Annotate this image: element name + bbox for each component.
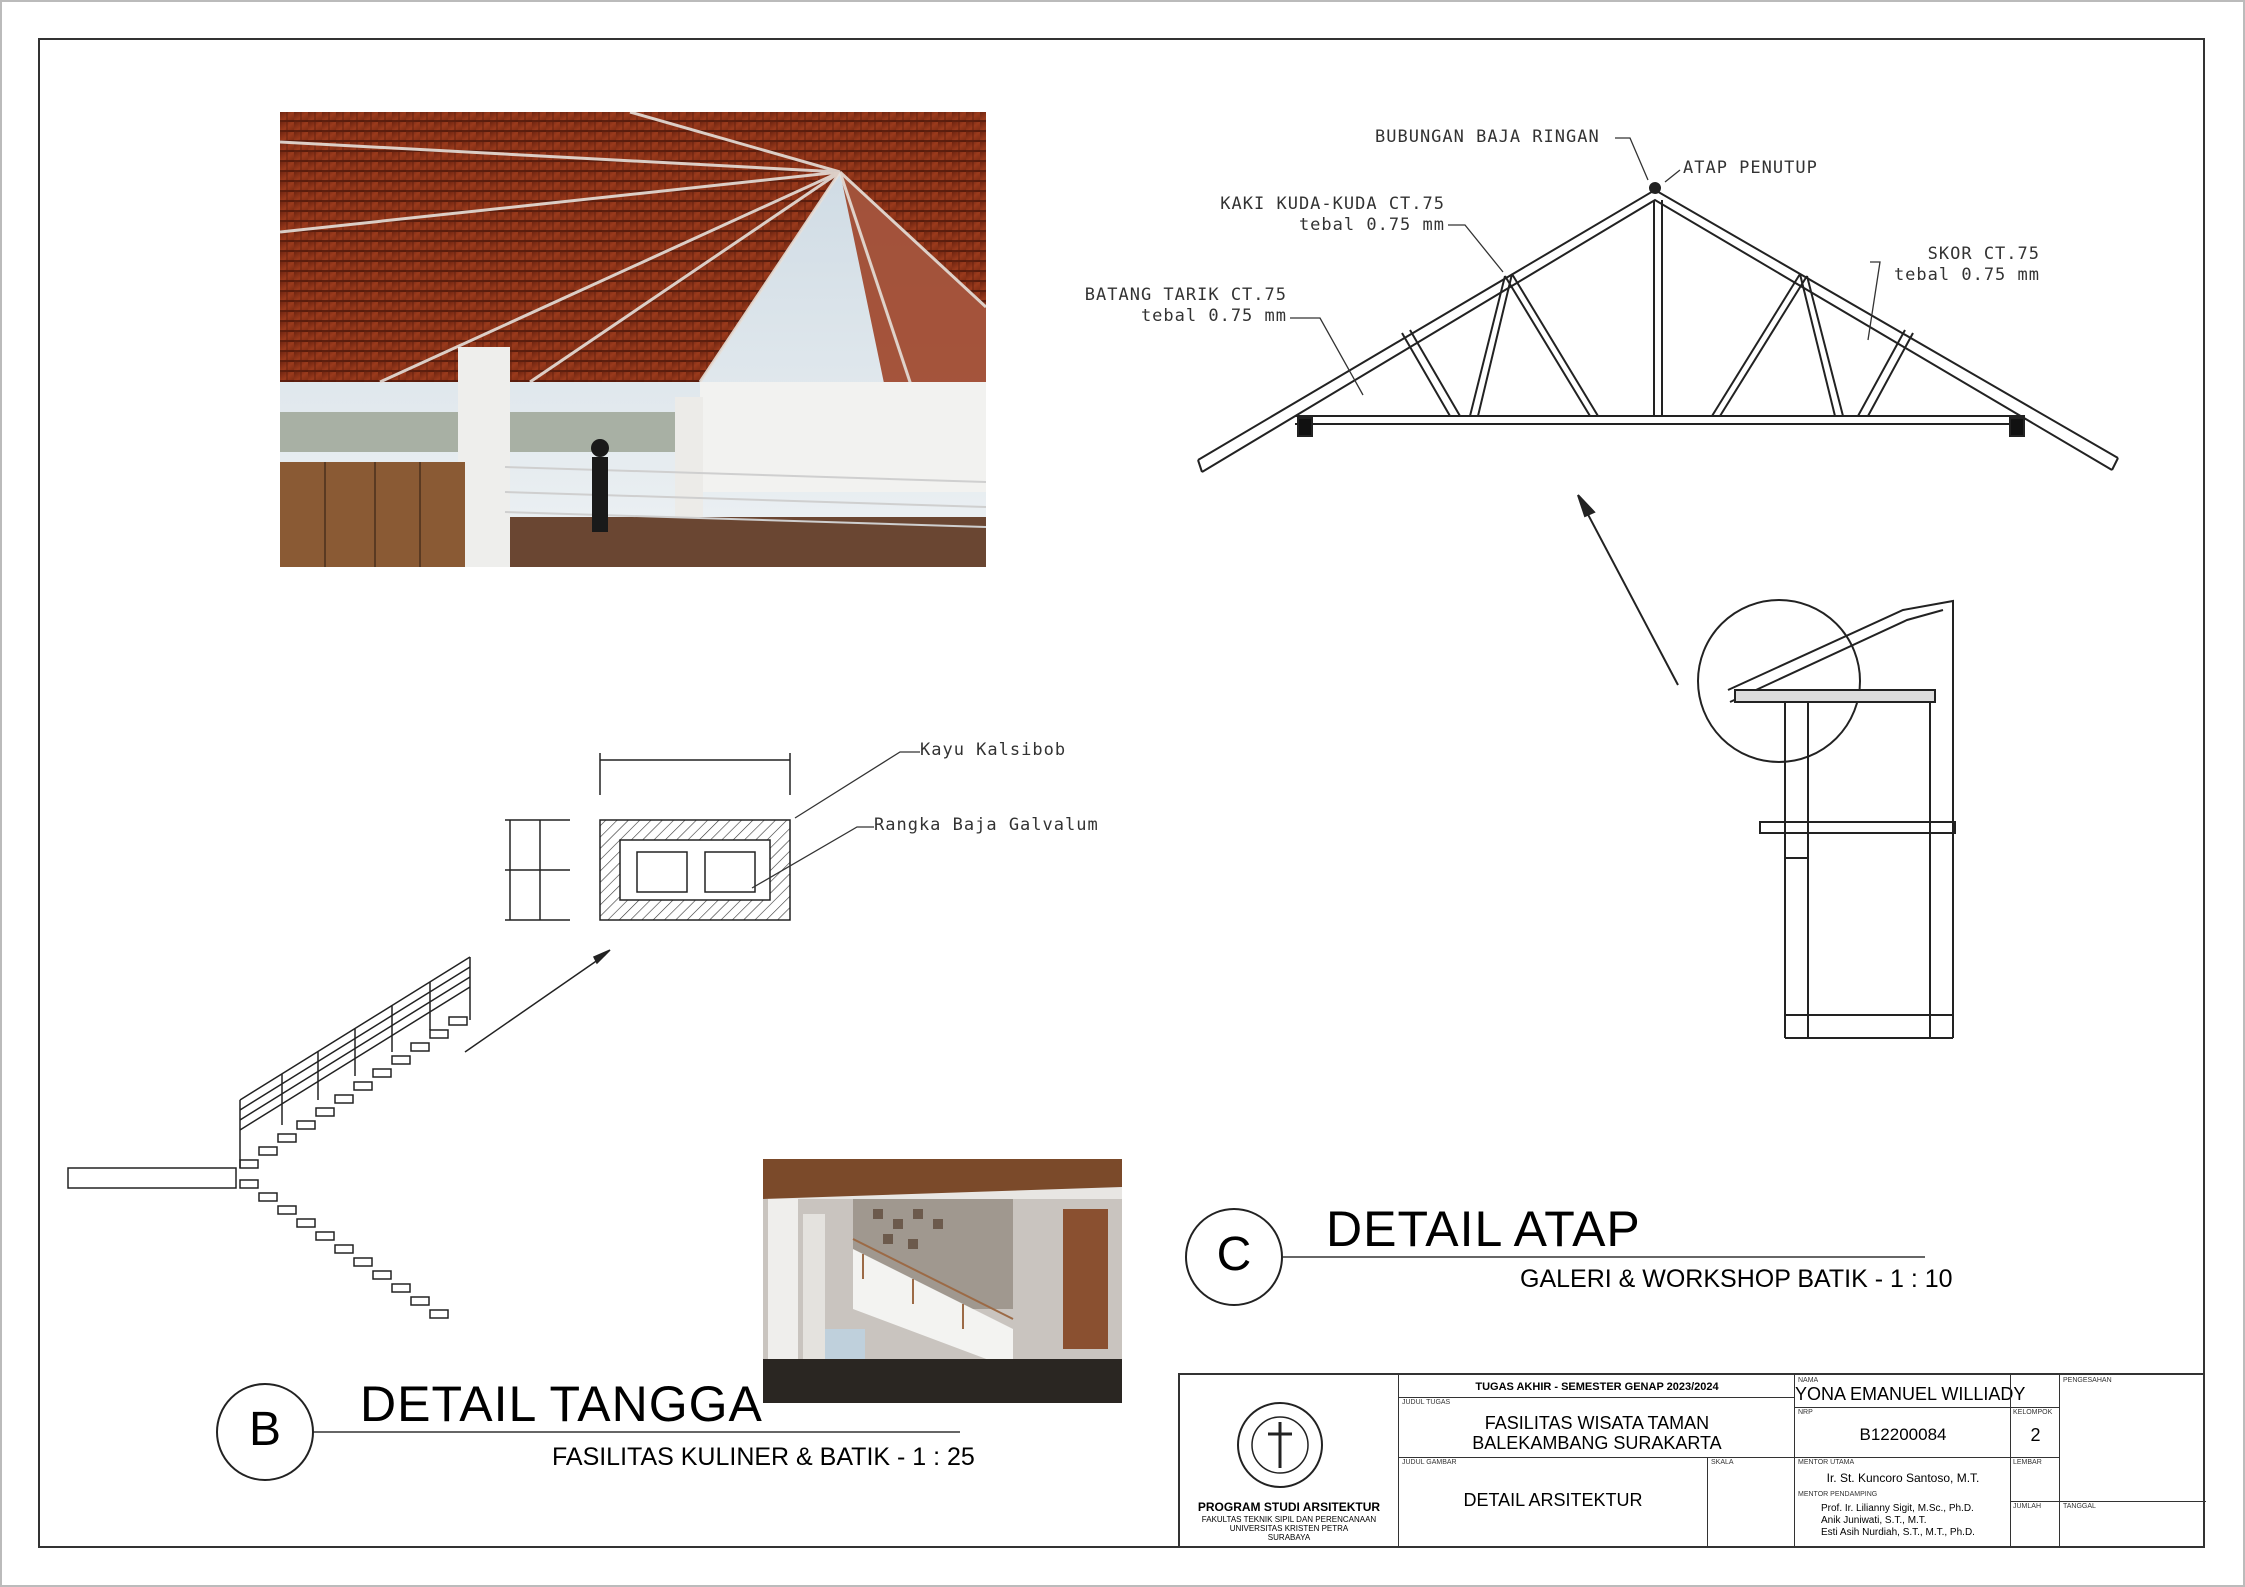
stair-detail-subtitle: FASILITAS KULINER & BATIK - 1 : 25 [552, 1443, 975, 1471]
stair-tread-upper [259, 1147, 277, 1155]
stair-tread-lower [354, 1258, 372, 1266]
mentor-utama-label: MENTOR UTAMA [1798, 1459, 1855, 1466]
label-atap-penutup: ATAP PENUTUP [1683, 158, 1818, 178]
stair-bubble-letter: B [248, 1403, 281, 1456]
stair-tread-upper [411, 1043, 429, 1051]
mentor-pendamping-1: Prof. Ir. Lilianny Sigit, M.Sc., Ph.D. [1821, 1503, 1974, 1514]
title-block [1178, 1373, 2205, 1548]
mentor-pendamping-3: Esti Asih Nurdiah, S.T., M.T., Ph.D. [1821, 1527, 1975, 1538]
judul-tugas-line2: BALEKAMBANG SURAKARTA [1472, 1433, 1722, 1453]
stair-tread-lower [278, 1206, 296, 1214]
stair-tread-upper [316, 1108, 334, 1116]
stair-elevation-drawing [68, 957, 470, 1318]
pengesahan-label: PENGESAHAN [2063, 1377, 2112, 1384]
nama-label: NAMA [1798, 1377, 1819, 1384]
jumlah-label: JUMLAH [2013, 1503, 2042, 1510]
label-kayu-kalsibob: Kayu Kalsibob [920, 740, 1067, 760]
stair-tread-lower [411, 1297, 429, 1305]
stair-tread-lower [259, 1193, 277, 1201]
label-batang-tarik-2: tebal 0.75 mm [1140, 306, 1287, 326]
program-name: PROGRAM STUDI ARSITEKTUR [1197, 1500, 1381, 1514]
stair-tread-lower [297, 1219, 315, 1227]
tanggal-label: TANGGAL [2063, 1503, 2096, 1510]
mentor-pendamping-2: Anik Juniwati, S.T., M.T. [1821, 1515, 1927, 1526]
stair-tread-lower [430, 1310, 448, 1318]
stair-tread-lower [335, 1245, 353, 1253]
stair-tread-section [505, 753, 790, 920]
label-batang-tarik-1: BATANG TARIK CT.75 [1084, 285, 1287, 305]
mentor-pendamping-label: MENTOR PENDAMPING [1798, 1491, 1878, 1498]
stair-tread-upper [392, 1056, 410, 1064]
roof-callout-arrow [1578, 495, 1678, 685]
faculty-name: FAKULTAS TEKNIK SIPIL DAN PERENCANAAN [1201, 1515, 1377, 1524]
skala-label: SKALA [1711, 1459, 1734, 1466]
roof-detail-subtitle: GALERI & WORKSHOP BATIK - 1 : 10 [1520, 1265, 1953, 1293]
label-skor-2: tebal 0.75 mm [1893, 265, 2040, 285]
tb-col-title [1398, 1375, 1794, 1546]
roof-detail-title: DETAIL ATAP [1326, 1201, 1641, 1257]
judul-tugas-label: JUDUL TUGAS [1402, 1399, 1451, 1406]
stair-tread-lower [316, 1232, 334, 1240]
judul-tugas-line1: FASILITAS WISATA TAMAN [1484, 1413, 1710, 1433]
stair-tread-upper [354, 1082, 372, 1090]
stair-tread-upper [278, 1134, 296, 1142]
lembar-label: LEMBAR [2013, 1459, 2042, 1466]
roof-bubble-letter: C [1216, 1228, 1252, 1281]
judul-gambar: DETAIL ARSITEKTUR [1463, 1490, 1643, 1510]
label-kaki-kuda-2: tebal 0.75 mm [1298, 215, 1445, 235]
tb-col-sheet [2010, 1375, 2059, 1546]
stair-tread-lower [392, 1284, 410, 1292]
kelompok-label: KELOMPOK [2013, 1409, 2053, 1416]
stair-tread-upper [449, 1017, 467, 1025]
tb-col-approval [2059, 1375, 2205, 1546]
city-name: SURABAYA [1267, 1533, 1311, 1542]
nrp-value: B12200084 [1859, 1425, 1947, 1444]
stair-detail-title: DETAIL TANGGA [360, 1376, 763, 1432]
roof-section-drawing [1698, 600, 1955, 1038]
label-rangka-baja: Rangka Baja Galvalum [874, 815, 1099, 835]
kelompok-value: 2 [2030, 1425, 2041, 1445]
stair-tread-upper [335, 1095, 353, 1103]
stair-tread-upper [430, 1030, 448, 1038]
stair-tread-lower [240, 1180, 258, 1188]
label-skor-1: SKOR CT.75 [1927, 244, 2040, 264]
student-name: YONA EMANUEL WILLIADY [1795, 1384, 2026, 1404]
university-name: UNIVERSITAS KRISTEN PETRA [1229, 1524, 1349, 1533]
stair-tread-upper [373, 1069, 391, 1077]
stair-tread-upper [240, 1160, 258, 1168]
course-title: TUGAS AKHIR - SEMESTER GENAP 2023/2024 [1475, 1381, 1719, 1393]
judul-gambar-label: JUDUL GAMBAR [1402, 1459, 1457, 1466]
nrp-label: NRP [1798, 1409, 1813, 1416]
mentor-utama: Ir. St. Kuncoro Santoso, M.T. [1826, 1471, 1980, 1485]
stair-callout-arrow [465, 950, 610, 1052]
tb-col-student [1794, 1375, 2026, 1546]
university-logo [1235, 1400, 1325, 1490]
label-kaki-kuda-1: KAKI KUDA-KUDA CT.75 [1220, 194, 1445, 214]
stair-tread-lower [373, 1271, 391, 1279]
label-bubungan: BUBUNGAN BAJA RINGAN [1375, 127, 1600, 147]
stair-tread-upper [297, 1121, 315, 1129]
